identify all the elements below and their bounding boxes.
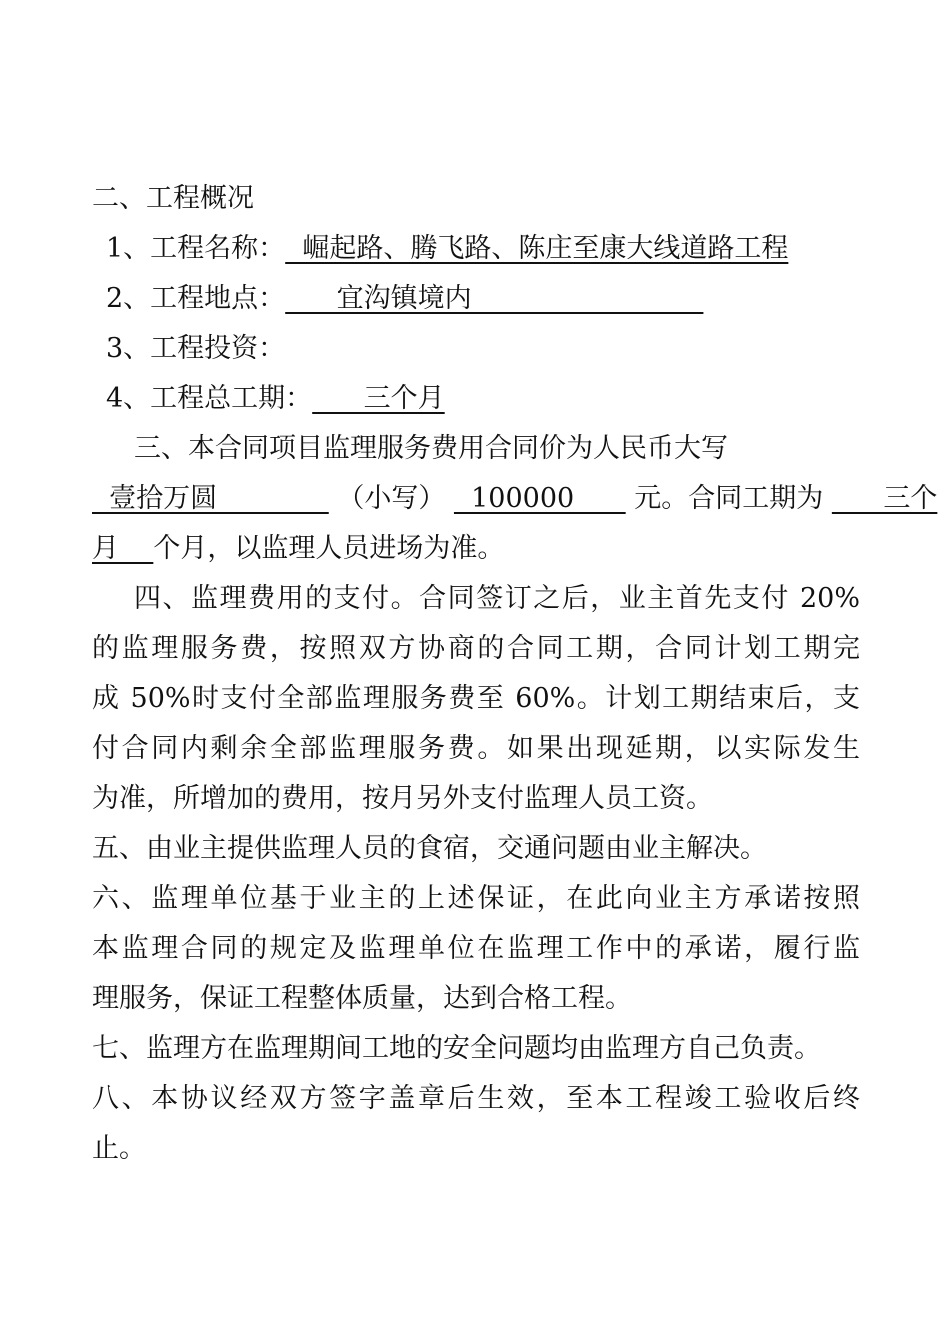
section8-line1: 八、本协议经双方签字盖章后生效，至本工程竣工验收后终: [92, 1083, 860, 1114]
fee-small-label: （小写）: [337, 483, 446, 514]
project-location-value: 宜沟镇境内: [285, 283, 704, 314]
section4-line5: 为准，所增加的费用，按月另外支付监理人员工资。: [92, 783, 713, 814]
project-duration-row: [92, 374, 860, 424]
section2-heading: 二、工程概况: [92, 183, 254, 214]
project-name-label: 1、工程名称：: [106, 233, 286, 264]
section4-line1: 四、监理费用的支付。合同签订之后，业主首先支付 20%: [134, 583, 860, 614]
section4-line3: 成 50%时支付全部监理服务费至 60%。计划工期结束后，支: [92, 683, 860, 714]
section3-line1: 三、本合同项目监理服务费用合同价为人民币大写: [134, 433, 728, 464]
project-investment-label: 3、工程投资：: [106, 333, 286, 364]
section6-line3: 理服务，保证工程整体质量，达到合格工程。: [92, 983, 632, 1014]
project-duration-label: 4、工程总工期：: [106, 383, 313, 414]
project-name-value: 崛起路、腾飞路、陈庄至康大线道路工程: [285, 233, 789, 264]
project-location-row: [92, 274, 860, 324]
fee-amount-words: 壹拾万圆: [92, 483, 329, 514]
section6-line2: 本监理合同的规定及监理单位在监理工作中的承诺，履行监: [92, 933, 860, 964]
section8-line2: 止。: [92, 1133, 146, 1164]
contract-period-part2: 月: [92, 533, 154, 564]
section3-line3-text: 个月，以监理人员进场为准。: [153, 533, 505, 564]
project-location-label: 2、工程地点：: [106, 283, 286, 314]
contract-period-part1: 三个: [831, 483, 938, 514]
section3-line2: [92, 474, 938, 524]
project-investment-row: [92, 324, 860, 374]
project-duration-value: 三个月: [312, 383, 445, 414]
section4-line2: 的监理服务费，按照双方协商的合同工期，合同计划工期完: [92, 633, 860, 664]
document-page: [92, 174, 938, 1174]
section4-line4: 付合同内剩余全部监理服务费。如果出现延期，以实际发生: [92, 733, 860, 764]
section5-line1: 五、由业主提供监理人员的食宿，交通问题由业主解决。: [92, 833, 767, 864]
fee-amount-digits: 100000: [453, 483, 626, 514]
section6-line1: 六、监理单位基于业主的上述保证，在此向业主方承诺按照: [92, 883, 860, 914]
section7-line1: 七、监理方在监理期间工地的安全问题均由监理方自己负责。: [92, 1033, 821, 1064]
project-name-row: [92, 224, 860, 274]
section3-line3: [92, 524, 860, 574]
fee-after-digits: 元。合同工期为: [634, 483, 824, 514]
